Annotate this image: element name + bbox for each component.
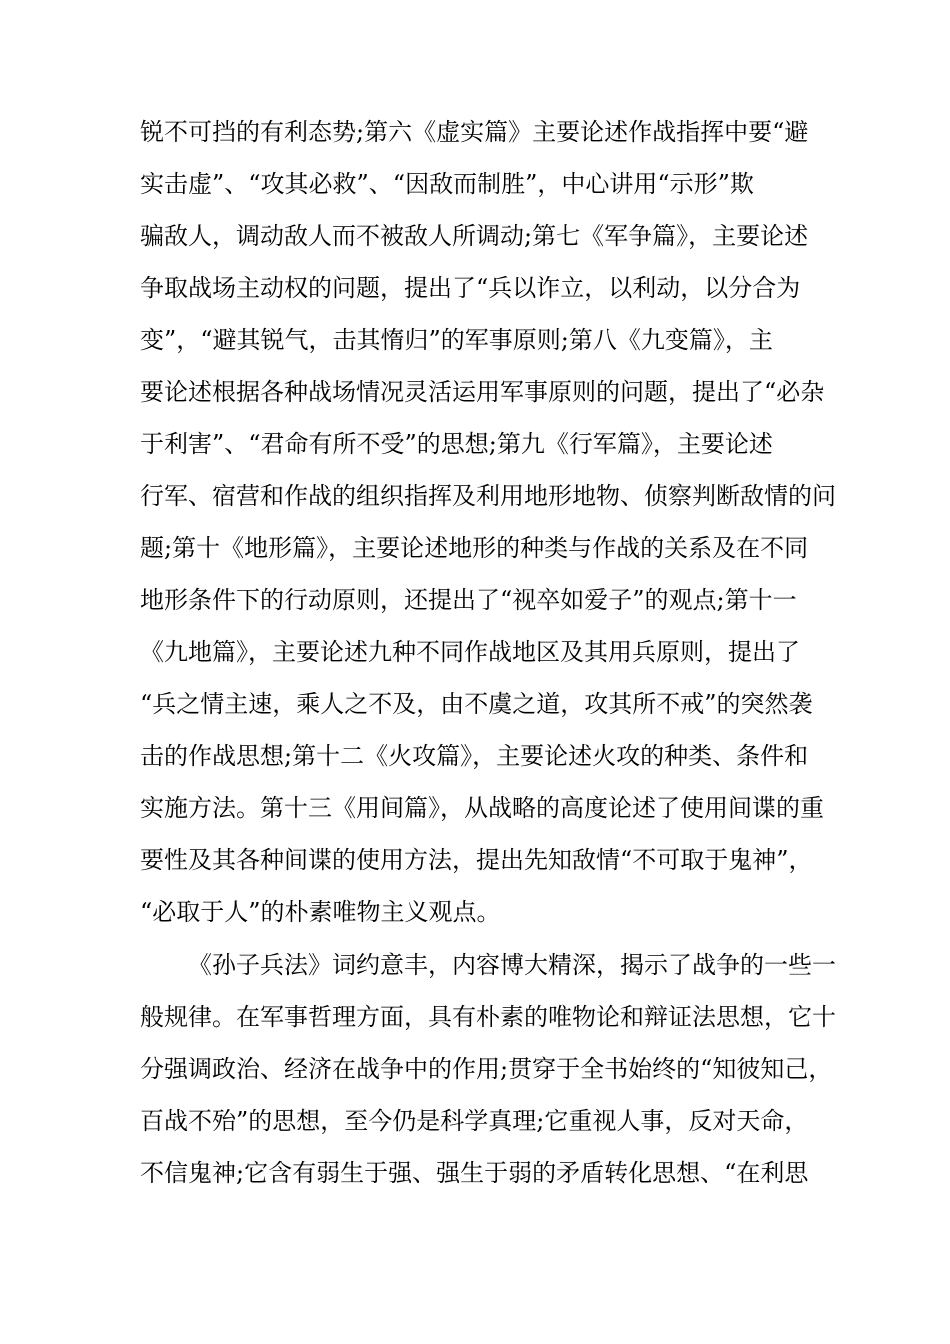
text-line: 变”，“避其锐气，击其惰归”的军事原则;第八《九变篇》，主 (140, 326, 773, 354)
text-line: “兵之情主速，乘人之不及，由不虞之道，攻其所不戒”的突然袭 (140, 690, 813, 718)
text-line: 实施方法。第十三《用间篇》，从战略的高度论述了使用间谍的重 (140, 794, 824, 822)
text-line: “必取于人”的朴素唯物主义观点。 (140, 898, 501, 926)
text-line: 百战不殆”的思想，至今仍是科学真理;它重视人事，反对天命， (140, 1107, 809, 1135)
text-line: 骗敌人，调动敌人而不被敌人所调动;第七《军争篇》，主要论述 (140, 222, 809, 250)
text-line: 要论述根据各种战场情况灵活运用军事原则的问题，提出了“必杂 (140, 378, 825, 406)
text-line: 锐不可挡的有利态势;第六《虚实篇》主要论述作战指挥中要“避 (140, 118, 809, 146)
text-line: 地形条件下的行动原则，还提出了“视卒如爱子”的观点;第十一 (140, 586, 797, 614)
text-line: 分强调政治、经济在战争中的作用;贯穿于全书始终的“知彼知己， (140, 1055, 833, 1083)
text-line: 不信鬼神;它含有弱生于强、强生于弱的矛盾转化思想、“在利思 (140, 1159, 809, 1187)
text-line: 《九地篇》，主要论述九种不同作战地区及其用兵原则，提出了 (140, 638, 800, 666)
text-line: 《孙子兵法》词约意丰，内容博大精深，揭示了战争的一些一 (188, 951, 836, 979)
text-line: 于利害”、“君命有所不受”的思想;第九《行军篇》，主要论述 (140, 430, 773, 458)
text-line: 击的作战思想;第十二《火攻篇》，主要论述火攻的种类、条件和 (140, 742, 809, 770)
text-line: 争取战场主动权的问题，提出了“兵以诈立，以利动，以分合为 (140, 274, 801, 302)
text-line: 实击虚”、“攻其必救”、“因敌而制胜”，中心讲用“示形”欺 (140, 170, 754, 198)
text-line: 行军、宿营和作战的组织指挥及利用地形地物、侦察判断敌情的问 (140, 482, 836, 510)
text-line: 要性及其各种间谍的使用方法，提出先知敌情“不可取于鬼神”， (140, 846, 813, 874)
text-line: 题;第十《地形篇》，主要论述地形的种类与作战的关系及在不同 (140, 534, 809, 562)
text-line: 般规律。在军事哲理方面，具有朴素的唯物论和辩证法思想，它十 (140, 1003, 836, 1031)
